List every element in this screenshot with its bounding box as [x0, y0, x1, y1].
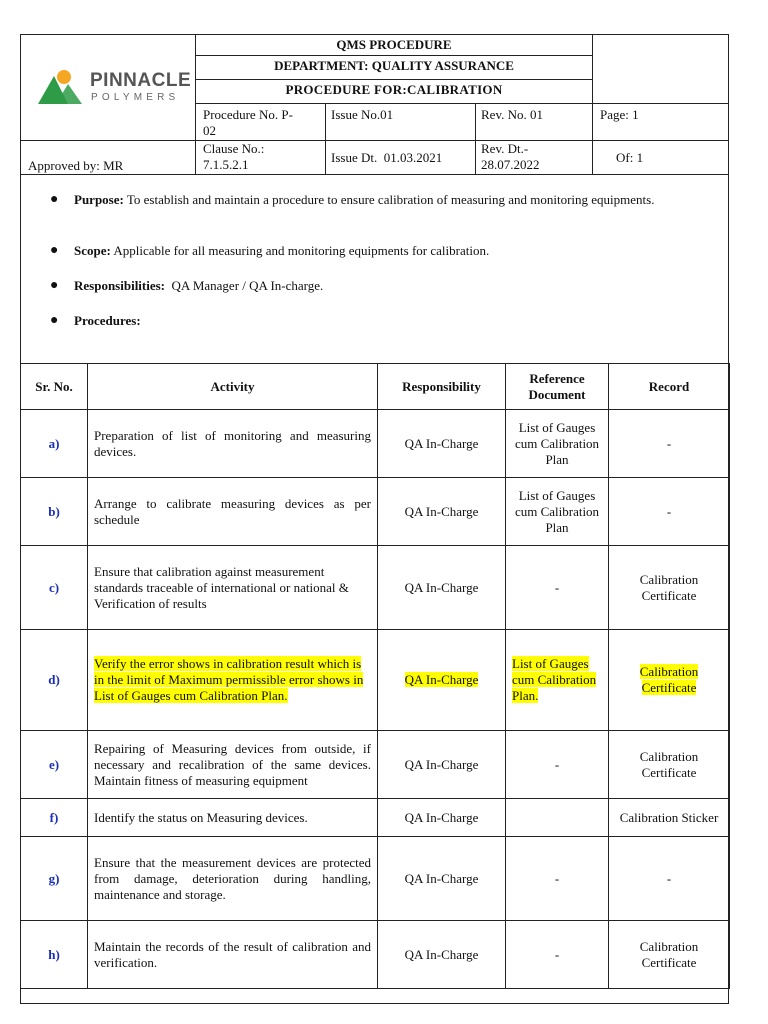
- responsibilities-text: QA Manager / QA In-charge.: [171, 278, 324, 293]
- approved-by: Approved by: MR: [28, 158, 124, 173]
- row-sr: e): [21, 731, 88, 799]
- row-reference: -: [506, 921, 609, 989]
- row-activity: Identify the status on Measuring devices.: [88, 799, 378, 837]
- highlighted-text: Calibration Certificate: [639, 664, 699, 695]
- row-record: Calibration Certificate: [609, 546, 730, 630]
- procedure-no-line1: Procedure No. P-: [203, 107, 293, 122]
- row-responsibility: QA In-Charge: [378, 837, 506, 921]
- table-row: [21, 837, 730, 921]
- scope-label: Scope:: [74, 243, 111, 258]
- logo-mark-icon: [38, 68, 92, 106]
- row-sr: h): [21, 921, 88, 989]
- rev-date-line2: 28.07.2022: [481, 157, 540, 172]
- highlighted-text: QA In-Charge: [404, 672, 479, 687]
- col-header-responsibility: Responsibility: [378, 364, 506, 410]
- row-activity: Ensure that calibration against measurement standards traceable of international or national & Verification of results: [88, 546, 378, 630]
- header-divider: [325, 103, 326, 174]
- table-header-row: [21, 364, 730, 410]
- rev-date-line1: Rev. Dt.-: [481, 141, 529, 156]
- header-divider: [20, 140, 729, 141]
- company-logo: [38, 68, 192, 108]
- logo-sub-text: POLYMERS: [91, 92, 180, 103]
- row-reference: List of Gauges cum Calibration Plan: [506, 478, 609, 546]
- row-responsibility: [378, 630, 506, 731]
- row-activity: Preparation of list of monitoring and measuring devices.: [88, 410, 378, 478]
- row-reference: -: [506, 731, 609, 799]
- rev-date: [481, 141, 540, 173]
- ref-header-line2: Document: [528, 386, 586, 402]
- row-responsibility: QA In-Charge: [378, 410, 506, 478]
- row-record: Calibration Certificate: [609, 921, 730, 989]
- table-row: [21, 478, 730, 546]
- row-reference: [506, 630, 609, 731]
- bullet-icon: ●: [50, 313, 59, 328]
- procedures-label: Procedures:: [74, 313, 141, 328]
- highlighted-text: Verify the error shows in calibration result which is in the limit of Maximum permissible error shows in List of Gauges cum Calibration Plan.: [94, 656, 364, 703]
- row-activity: Ensure that the measurement devices are protected from damage, deterioration during handling, maintenance and storage.: [88, 837, 378, 921]
- bullet-icon: ●: [50, 278, 59, 293]
- procedure-title: PROCEDURE FOR:CALIBRATION: [285, 82, 503, 97]
- table-row: [21, 799, 730, 837]
- col-header-reference: [506, 364, 609, 410]
- row-sr: g): [21, 837, 88, 921]
- row-record: Calibration Sticker: [609, 799, 730, 837]
- header-divider: [195, 140, 196, 174]
- header-divider: [195, 79, 593, 80]
- header-divider: [195, 55, 593, 56]
- col-header-sr: Sr. No.: [21, 364, 88, 410]
- clause-no-line1: Clause No.:: [203, 141, 265, 156]
- bullet-icon: ●: [50, 192, 59, 207]
- table-row: [21, 546, 730, 630]
- row-reference: -: [506, 837, 609, 921]
- row-responsibility: QA In-Charge: [378, 731, 506, 799]
- header-divider: [20, 174, 729, 175]
- row-sr: f): [21, 799, 88, 837]
- procedure-no-line2: 02: [203, 123, 216, 138]
- col-header-activity: Activity: [88, 364, 378, 410]
- row-record: [609, 630, 730, 731]
- row-record: -: [609, 478, 730, 546]
- row-activity: [88, 630, 378, 731]
- row-activity: Arrange to calibrate measuring devices as per schedule: [88, 478, 378, 546]
- row-reference: [506, 799, 609, 837]
- header-divider: [475, 103, 476, 174]
- rev-no: Rev. No. 01: [481, 107, 543, 122]
- clause-no: [203, 141, 264, 173]
- row-record: Calibration Certificate: [609, 731, 730, 799]
- row-responsibility: QA In-Charge: [378, 478, 506, 546]
- row-responsibility: QA In-Charge: [378, 546, 506, 630]
- scope-text: Applicable for all measuring and monitoring equipments for calibration.: [113, 243, 490, 258]
- row-sr: b): [21, 478, 88, 546]
- department-title: DEPARTMENT: QUALITY ASSURANCE: [274, 58, 514, 73]
- row-record: -: [609, 837, 730, 921]
- row-activity: Maintain the records of the result of calibration and verification.: [88, 921, 378, 989]
- procedure-no: [203, 107, 293, 139]
- header-divider: [195, 103, 729, 104]
- table-row: [21, 630, 730, 731]
- page-of: Of: 1: [616, 150, 644, 165]
- highlighted-text: List of Gauges cum Calibration Plan.: [512, 656, 597, 703]
- row-record: -: [609, 410, 730, 478]
- row-activity: Repairing of Measuring devices from outside, if necessary and recalibration of the same devices. Maintain fitness of measuring equipment: [88, 731, 378, 799]
- col-header-record: Record: [609, 364, 730, 410]
- row-reference: List of Gauges cum Calibration Plan: [506, 410, 609, 478]
- table-row: [21, 410, 730, 478]
- ref-header-line1: Reference: [529, 370, 585, 386]
- purpose-text: To establish and maintain a procedure to ensure calibration of measuring and monitoring equipments.: [126, 192, 655, 207]
- row-sr: a): [21, 410, 88, 478]
- row-sr: c): [21, 546, 88, 630]
- clause-no-line2: 7.1.5.2.1: [203, 157, 249, 172]
- bullet-icon: ●: [50, 243, 59, 258]
- qms-title: QMS PROCEDURE: [336, 37, 452, 52]
- header-divider: [592, 34, 593, 174]
- row-reference: -: [506, 546, 609, 630]
- issue-no: Issue No.01: [331, 107, 394, 122]
- page-number: Page: 1: [600, 107, 639, 122]
- procedure-table: [20, 363, 730, 989]
- logo-main-text: PINNACLE: [90, 70, 192, 91]
- table-row: [21, 921, 730, 989]
- row-responsibility: QA In-Charge: [378, 921, 506, 989]
- issue-date: Issue Dt. 01.03.2021: [331, 150, 443, 165]
- row-sr: d): [21, 630, 88, 731]
- purpose-label: Purpose:: [74, 192, 124, 207]
- row-responsibility: QA In-Charge: [378, 799, 506, 837]
- table-row: [21, 731, 730, 799]
- responsibilities-label: Responsibilities:: [74, 278, 166, 293]
